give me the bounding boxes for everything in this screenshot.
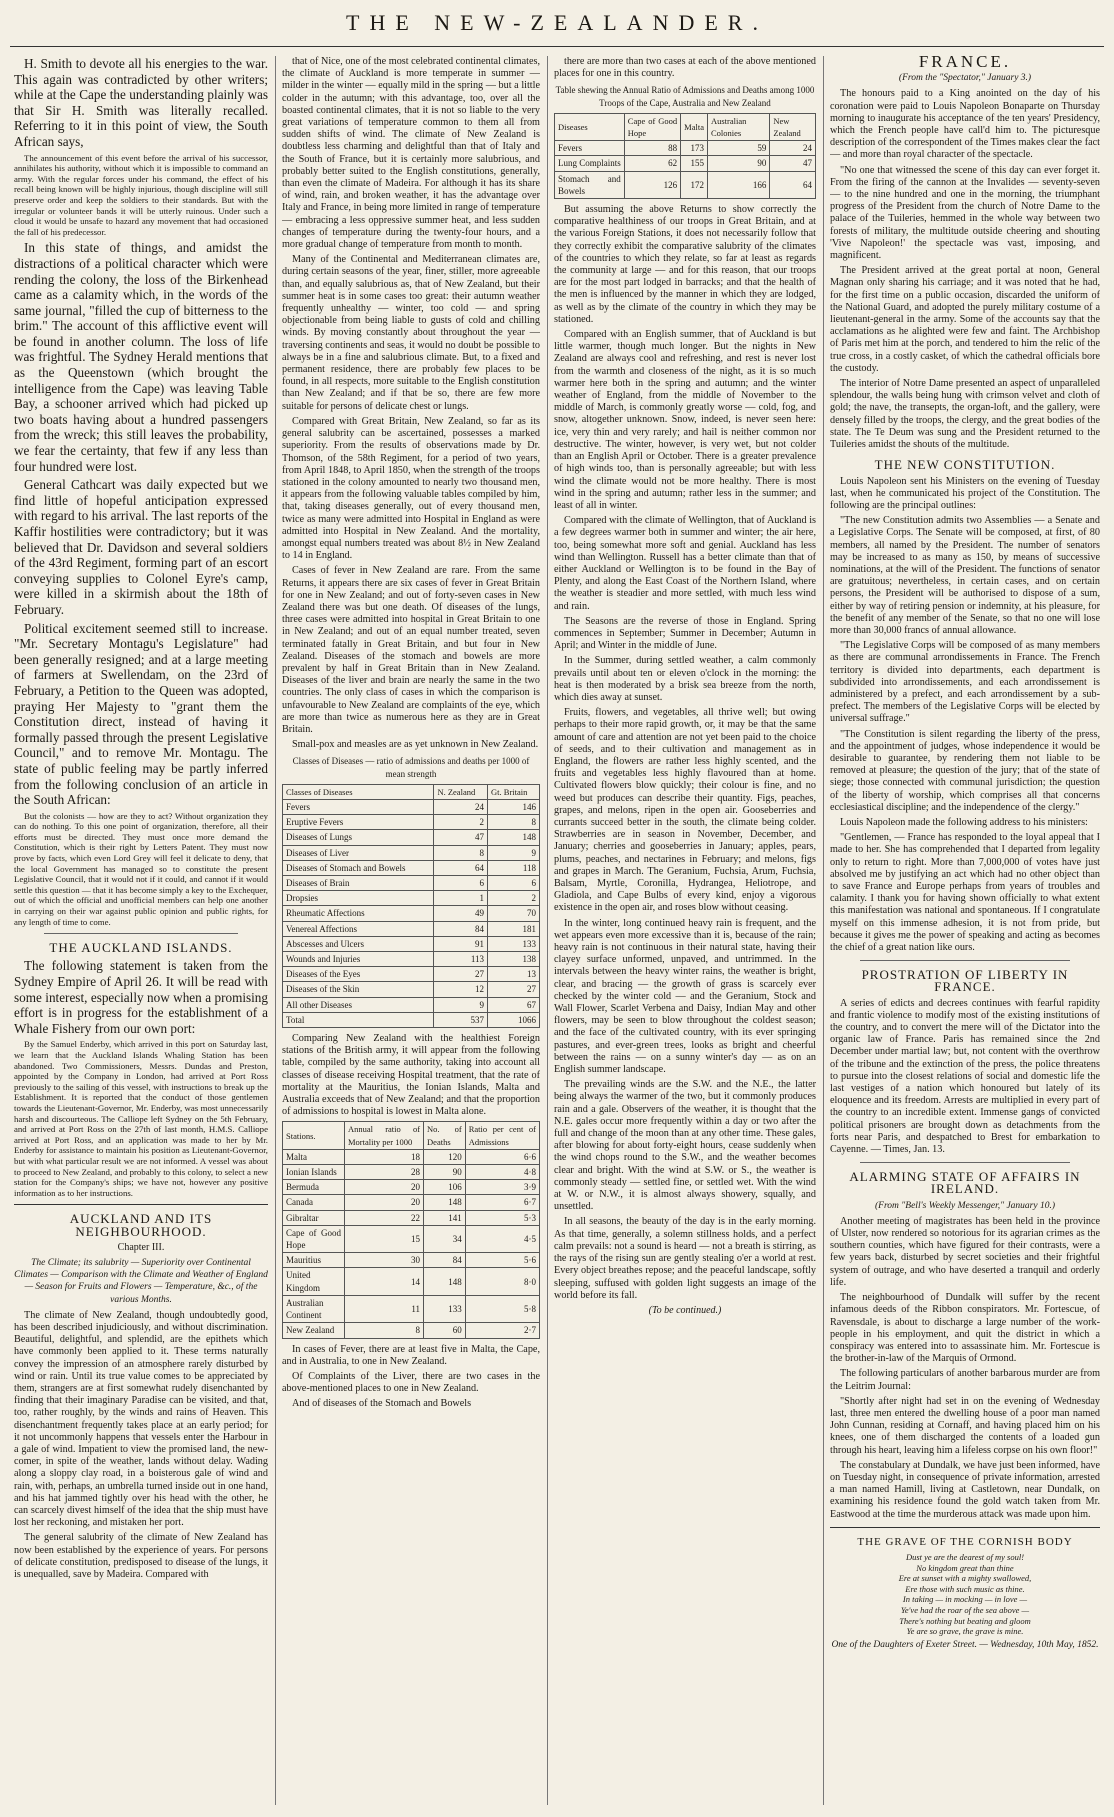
table-cell: 14: [345, 1268, 424, 1295]
table-row: [283, 891, 540, 906]
table-cell: 27: [434, 967, 488, 982]
table-row: [283, 799, 540, 814]
article-paragraph: "The Legislative Corps will be composed of as many members as there are communal arrondissements in France. The French territory is divided into departments, each department is subdivided into arrondissements, and each arrondissement is administered by a prefect, and each arrondissement by a sub-prefect. The members of the Legislative Corps will be elected by universal suffrage.": [830, 640, 1100, 725]
chapter-summary: The Climate; its salubrity — Superiority over Continental Climates — Comparison with the Climate and Weather of England — Season for Fruits and Flowers — Temperature, &c., of the various Months.: [14, 1257, 268, 1305]
article-paragraph: The President arrived at the great portal at noon, General Magnan only sharing his carriage; and it was noted that he had, for the first time on a public occasion, discarded the uniform of the National Guard, and adopted the purely military costume of a lieutenant-general in the army. Some of the accounts say that the acclamations as he alighted were few and faint. The Archbishop of Paris met him at the porch, and tendered to him the relic of the true cross, in a costly casket, of which the cathedral officials bore the custody.: [830, 265, 1100, 374]
table-header-cell: No. of Deaths: [424, 1122, 466, 1149]
table-cell: 24: [434, 799, 488, 814]
table-cell: 49: [434, 906, 488, 921]
article-paragraph: Louis Napoleon made the following address to his ministers:: [840, 816, 1088, 828]
table-cell: Malta: [283, 1149, 345, 1164]
poem-line: In taking — in mocking — in love —: [902, 1594, 1028, 1605]
source-note: (From the "Spectator," January 3.): [898, 73, 1032, 84]
table-cell: 84: [424, 1253, 466, 1268]
table-cell: 2: [488, 891, 540, 906]
table-header-row: [283, 784, 540, 799]
article-paragraph: In the winter, long continued heavy rain is frequent, and the wet appears even more excessive than it is, because of the rain; heavy rain is not continuous in their natural state, having their clayey surface unformed, unpaved, and untrimmed. In the intervals between the heavy winter rains, the weather is bright, clear, and bracing — the growth of grass is scarcely ever checked by the winter cold — and the Geranium, Stock and Wall Flower, Scarlet Verbena and Daisy, Indian May and other flowers, may be seen to blow throughout the coldest season; and the face of the cultivated country, with its ever springing pastures, and ever-green trees, looks as bright and cheerful between the rains — on a sunny winter's day — as on an English summer landscape.: [554, 917, 816, 1076]
table-cell: United Kingdom: [283, 1268, 345, 1295]
table-cell: Ionian Islands: [283, 1165, 345, 1180]
table-cell: 4·8: [465, 1165, 539, 1180]
table-cell: 138: [488, 952, 540, 967]
table-cell: 2: [434, 815, 488, 830]
table-cell: 181: [488, 921, 540, 936]
article-paragraph: The interior of Notre Dame presented an aspect of unparalleled splendour, the walls being hung with crimson velvet and cloth of gold; the nave, the transepts, the organ-loft, and the gallery, were densely filled by the troops, the clergy, and the great bodies of the state. The Te Deum was sung and the President returned to the Tuileries amidst the shouts of the multitude.: [830, 378, 1100, 451]
table-cell: 13: [488, 967, 540, 982]
table-cell: 166: [707, 171, 769, 198]
table-row: [283, 1253, 540, 1268]
table-cell: 11: [345, 1295, 424, 1322]
table-cell: 60: [424, 1323, 466, 1338]
stations-comparison-body: [555, 141, 816, 199]
article-paragraph: In all seasons, the beauty of the day is in the early morning. As that time, generally, a solemn stillness holds, and a perfect calm prevails: not a sound is heard — not a breath is stirring, as the rays of the rising sun are gently stealing o'er a world at rest. Every object breathes repose; and the peaceful landscape, softly sleeping, suffused with golden light suggests an image of the world before its fall.: [554, 1216, 816, 1301]
table-cell: 9: [488, 845, 540, 860]
article-paragraph: there are more than two cases at each of the above mentioned places for one in this country.: [554, 56, 816, 80]
quote-paragraph: By the Samuel Enderby, which arrived in this port on Saturday last, we learn that the Auckland Islands Whaling Station has been abandoned. Two Commissioners, Messrs. Dundas and Preston, appointed by the Company in London, had arrived at Port Ross previously to the sailing of this vessel, with instructions to break up the Establishment. It is reported that the conduct of those gentlemen towards the Lieutenant-Governor, Mr. Enderby, was most unnecessarily harsh and discourteous. The Calliope left Sydney on the 5th February, and arrived at Port Ross on the 27th of last month, H.M.S. Calliope arrived at Port Ross, and an application was made to her by Mr. Enderby for assistance to maintain his position as Lieutenant-Governor, but with what particular result we are not informed. A vessel was about to proceed to New Zealand, and probably to this colony, to select a new station for the Company's ships; we have not, however any positive information as to her instructions.: [14, 1039, 268, 1198]
poem-line: Ye are so grave, the grave is mine.: [906, 1626, 1024, 1637]
table-cell: 90: [424, 1165, 466, 1180]
article-paragraph: Another meeting of magistrates has been held in the province of Ulster, now rendered so notorious for its agrarian crimes as the southern counties, which have figured for their contrasts, were a few years back, disturbed by secret societies and their frightful system of outrage, and who have deserted a tranquil and orderly life.: [830, 1215, 1100, 1288]
continued-note: (To be continued.): [648, 1304, 722, 1316]
table-header-cell: Malta: [681, 113, 708, 140]
table-header-cell: Gt. Britain: [488, 784, 540, 799]
table-cell: 8: [434, 845, 488, 860]
table-cell: 18: [345, 1149, 424, 1164]
table-cell: Cape of Good Hope: [283, 1225, 345, 1252]
table-cell: 15: [345, 1225, 424, 1252]
table-cell: Canada: [283, 1195, 345, 1210]
table-cell: 30: [345, 1253, 424, 1268]
table-row: [283, 830, 540, 845]
diseases-table-body: [283, 799, 540, 1027]
table-cell: Rheumatic Affections: [283, 906, 434, 921]
article-paragraph: The Seasons are the reverse of those in England. Spring commences in September; Summer in December; Autumn in April; and Winter in the middle of June.: [554, 615, 816, 652]
diseases-table: [282, 784, 540, 1028]
article-paragraph: "Shortly after night had set in on the evening of Wednesday last, three men entered the dwelling house of a poor man named John Cunnan, residing at Cornaff, and having placed him on his knees, one of them discharged the contents of a loaded gun through his heart, leaving him a lifeless corpse on his own floor!": [830, 1395, 1100, 1456]
table-cell: 67: [488, 997, 540, 1012]
section-rule: [44, 933, 238, 934]
article-paragraph: Compared with an English summer, that of Auckland is but little warmer, though much longer. But the nights in New Zealand are always cool and refreshing, and rest is never lost from the warmth and closeness of the night, as it is so much warmer here both in the spring and autumn; and the winter weather of England, from the middle of November to the middle of March, is commonly greatly worse — cold, fog, and snow, altogether unknown. Snow, indeed, is never seen here: ice, very thin and very rarely; and hail is neither common nor destructive. The winter, however, is very wet, but not colder than an English April or October. There is a greater prevalence of high winds too, than is personally agreeable; but with less wind the climate would not be more healthy. There is most wind in the spring and autumn; rather less in the summer; and least of all in winter.: [554, 329, 816, 511]
table-cell: 173: [681, 141, 708, 156]
article-paragraph: H. Smith to devote all his energies to the war. This again was contradicted by other writers; while at the Cape the understanding plainly was that Sir H. Smith was literally recalled. Referring to it in this point of view, the South African says,: [14, 56, 268, 149]
table-cell: All other Diseases: [283, 997, 434, 1012]
column-divider: [823, 56, 824, 1805]
table-cell: 8·0: [465, 1268, 539, 1295]
table-cell: 59: [707, 141, 769, 156]
article-paragraph: The climate of New Zealand, though undoubtedly good, has been described injudiciously, and without discrimination. Beautiful, delightful, and splendid, are the epithets which have commonly been applied to it. These terms naturally convey the impression of an atmosphere rarely disturbed by wind or rain. Until its true value comes to be appreciated by them, strangers are at first somewhat rudely disenchanted by finding that their imaginary Paradise can be visited, and that, too, rather roughly, by the winds and rains of Heaven. This disenchantment frequently takes place at an early period; for it not uncommonly happens that vessels enter the Harbour in a gale of wind. Impatient to view the promised land, the new-comer, in spite of the weather, lands without delay. Wading along a sloppy clay road, in a boisterous gale of wind and rain, with, perhaps, an umbrella turned inside out in one hand, and his hat jammed tightly over his head with the other, he can scarcely divest himself of the idea that the ship must have lost her reckoning, and mistaken her port.: [14, 1309, 268, 1529]
table-cell: 70: [488, 906, 540, 921]
table-cell: Fevers: [555, 141, 625, 156]
table-cell: Abscesses and Ulcers: [283, 936, 434, 951]
table-row: [555, 156, 816, 171]
table-cell: 91: [434, 936, 488, 951]
table-cell: Diseases of Lungs: [283, 830, 434, 845]
table-cell: Mauritius: [283, 1253, 345, 1268]
table-header-row: [283, 1122, 540, 1149]
table-cell: 5·6: [465, 1253, 539, 1268]
table-row: [283, 1268, 540, 1295]
table-caption: Table shewing the Annual Ratio of Admissions and Deaths among 1000 Troops of the Cape, Australia and New Zealand: [555, 85, 815, 108]
table-cell: 47: [434, 830, 488, 845]
article-paragraph: Comparing New Zealand with the healthiest Foreign stations of the British army, it will appear from the following table, compiled by the same authority, taking into account all classes of disease receiving Hospital treatment, that the rate of mortality at the Mauritius, the Ionian Islands, Malta and Australia exceeds that of New Zealand; and that the proportion of admissions to hospital is lowest in Malta alone.: [282, 1033, 540, 1118]
table-cell: 64: [434, 860, 488, 875]
table-row: [555, 171, 816, 198]
article-paragraph: In cases of Fever, there are at least five in Malta, the Cape, and in Australia, to one in New Zealand.: [282, 1343, 540, 1367]
table-cell: 34: [424, 1225, 466, 1252]
article-paragraph: General Cathcart was daily expected but we find little of hopeful anticipation expressed with regard to his arrival. The last reports of the Kaffir hostilities were contradictory; but it was believed that Dr. Davidson and several soldiers of the 43rd Regiment, forming part of an escort conveying supplies to Colonel Eyre's camp, were killed in a skirmish about the 18th of February.: [14, 477, 268, 617]
table-cell: 148: [424, 1195, 466, 1210]
article-paragraph: The prevailing winds are the S.W. and the N.E., the latter being always the warmer of the two, but it commonly produces rain and a gale. Observers of the weather, it is thought that the N.E. gales occur more frequently within a day or two after the full and change of the moon than at any other time. These gales, after blowing for about forty-eight hours, cease suddenly when the wind chops round to the S.W., and the weather becomes clear and bright. With the wind at S.W. or S., the weather is commonly steady — settled fine, or settled wet. With the wind at W. or N.W., it is almost always showery, squally, and unsettled.: [554, 1079, 816, 1213]
table-cell: 148: [488, 830, 540, 845]
table-cell: 3·9: [465, 1180, 539, 1195]
table-header-cell: Ratio per cent of Admissions: [465, 1122, 539, 1149]
table-cell: 64: [770, 171, 816, 198]
article-paragraph: The constabulary at Dundalk, we have just been informed, have on Tuesday night, in consequence of private information, arrested a man named Hamill, living at Castletown, near Dundalk, on examining his residence found the gold watch taken from Mr. Eastwood at the time the murderous attack was made upon him.: [830, 1459, 1100, 1520]
table-cell: Gibraltar: [283, 1210, 345, 1225]
section-rule: [860, 960, 1070, 961]
table-cell: 1066: [488, 1012, 540, 1027]
table-header-cell: New Zealand: [770, 113, 816, 140]
table-cell: 1: [434, 891, 488, 906]
table-cell: 133: [488, 936, 540, 951]
table-cell: 90: [707, 156, 769, 171]
table-cell: 106: [424, 1180, 466, 1195]
poem-line: Ere at sunset with a mighty swallowed,: [898, 1573, 1032, 1584]
article-paragraph: Small-pox and measles are as yet unknown in New Zealand.: [292, 739, 539, 751]
table-cell: Diseases of Brain: [283, 876, 434, 891]
section-rule: [860, 1162, 1070, 1163]
article-paragraph: Fruits, flowers, and vegetables, all thrive well; but owing perhaps to their more rapid growth, or, it may be that the same amount of care and attention are not yet been paid to the choice of seeds, and to their cultivation and management as in England, the flowers are rather less highly scented, and the fruits and vegetables less highly flavoured than at home. Cultivated flowers blow quickly; their colour is fine, and no weed but produces can describe their quantity. Figs, peaches, grapes, and melons, ripen in the open air. Gooseberries and currants succeed better in the south, the climate being colder. Strawberries are in season in November, December, and January; cherries and gooseberries in January; apples, pears, plums, peaches, and nectarines in February; and melons, figs and grapes in March. The Geranium, Fuchsia, Arum, Fuchsia, Balsam, Myrtle, Coronilla, Hydrangea, Heliotrope, and Gladiola, and Cape Bulbs of every kind, enjoy a vigorous existence in the open air, and roses blow without ceasing.: [554, 707, 816, 914]
article-paragraph: Compared with Great Britain, New Zealand, so far as its general salubrity can be ascertained, possesses a marked superiority. From the results of observations made by Dr. Thomson, of the 58th Regiment, for a period of two years, from April 1848, to April 1850, when the strength of the troops stationed in the colony amounted to nearly two thousand men, it appears from the following valuable tables compiled by him, that, taking diseases generally, out of every thousand men, twice as many were admitted into Hospital in England as were admitted into Hospital in New Zealand. And the mortality, amongst equal numbers treated was about 8½ in New Zealand to 14 in England.: [282, 415, 540, 562]
stations-table-body: [283, 1149, 540, 1338]
section-rule: [14, 1204, 268, 1205]
table-cell: Fevers: [283, 799, 434, 814]
table-cell: Diseases of the Eyes: [283, 967, 434, 982]
table-row: [283, 1295, 540, 1322]
stations-table: [282, 1121, 540, 1338]
poem-credit: One of the Daughters of Exeter Street. — Wednesday, 10th May, 1852.: [831, 1639, 1099, 1650]
table-row: [283, 845, 540, 860]
table-cell: 84: [434, 921, 488, 936]
table-cell: Total: [283, 1012, 434, 1027]
table-row: [283, 997, 540, 1012]
article-paragraph: The neighbourhood of Dundalk will suffer by the recent infamous deeds of the Ribbon conspirators. Mr. Fortescue, of Ravensdale, is about to discharge a large number of the work-people in his employment, and quit the district in which a conspiracy was entered into to assassinate him. Mr. Fortescue is the brother-in-law of the Marquis of Ormond.: [830, 1292, 1100, 1365]
table-cell: 537: [434, 1012, 488, 1027]
article-paragraph: that of Nice, one of the most celebrated continental climates, the climate of Auckland is more temperate in summer — milder in the winter — equally mild in the spring — but a little colder in the autumn; with this advantage, too, over all the boasted continental climates, that it is not so liable to the very great variations of temperature common to them all from sudden shifts of wind. The climate of New Zealand is doubtless less charming and delightful than that of Italy and the South of France, but it is certainly more salubrious, and probably better suited to the English constitutions, generally, than even the climate of Madeira. For although it has its share of wind, rain, and broken weather, it has the advantage over Italy and France, in being more limited in range of temperature — embracing a less oppressive summer heat, and less sudden changes of temperature during the twenty-four hours, and a more gradual change of temperature from month to month.: [282, 56, 540, 251]
table-header-cell: Classes of Diseases: [283, 784, 434, 799]
masthead-rule: [10, 46, 1104, 47]
table-row: [283, 1323, 540, 1338]
table-header-cell: Annual ratio of Mortality per 1000: [345, 1122, 424, 1149]
article-paragraph: The general salubrity of the climate of New Zealand has now been established by the experience of years. For persons of delicate constitution, predisposed to disease of the lungs, it is unequalled, save by Madeira. Compared with: [14, 1532, 268, 1580]
table-cell: Stomach and Bowels: [555, 171, 625, 198]
table-row: [283, 906, 540, 921]
table-cell: Diseases of Liver: [283, 845, 434, 860]
table-header-cell: Stations.: [283, 1122, 345, 1149]
section-heading-ireland: ALARMING STATE OF AFFAIRS IN IRELAND.: [849, 1169, 1081, 1197]
table-cell: Lung Complaints: [555, 156, 625, 171]
table-cell: 9: [434, 997, 488, 1012]
table-row: [283, 860, 540, 875]
table-cell: 4·5: [465, 1225, 539, 1252]
table-cell: 22: [345, 1210, 424, 1225]
table-cell: 27: [488, 982, 540, 997]
table-row: [283, 1165, 540, 1180]
article-paragraph: Louis Napoleon sent his Ministers on the evening of Tuesday last, when he communicated his project of the Constitution. The following are the principal outlines:: [830, 475, 1100, 511]
article-paragraph: Many of the Continental and Mediterranean climates are, during certain seasons of the year, finer, stiller, more agreeable than, and equally salubrious as, that of New Zealand, but their summer heat is in some cases too great: their autumn weather frequently unhealthy — winter, too cold — and spring objectionable from being liable to gusts of cold and chilling winds. By moving constantly about throughout the year — traversing continents and seas, it would no doubt be possible to always be in a fine and salubrious climate. But, to a fixed and permanent residence, there are probably few places to be found, in all respects, more suitable to the English constitution than New Zealand; and if that be so, there are few more suitable for persons of delicate chest or lungs.: [282, 254, 540, 412]
table-row: [283, 967, 540, 982]
table-row: [283, 876, 540, 891]
table-cell: 20: [345, 1195, 424, 1210]
table-cell: 126: [624, 171, 680, 198]
article-paragraph: Political excitement seemed still to increase. "Mr. Secretary Montagu's Legislature" had been generally resigned; and at a large meeting of farmers at Swellendam, on the 23rd of February, a Petition to the Queen was adopted, praying Her Majesty to "grant them the Constitution direct, instead of having it formally passed through the present Legislative Council," and to remove Mr. Montagu. The state of public feeling may be partly inferred from the following conclusion of an article in the South African:: [14, 620, 268, 808]
column-2: [282, 56, 540, 1805]
table-cell: Diseases of the Skin: [283, 982, 434, 997]
table-row: [283, 1012, 540, 1027]
quote-paragraph: The announcement of this event before the arrival of his successor, annihilates his authority, without which it is impossible to command an army. With the regular forces under his command, the effect of his recall being known will be highly injurious, though discipline will still preserve order and keep the soldiers to their standards. But with the irregular or volunteer bands it will be utterly ruinous. Under such a cloud it would be unsafe to hazard any movement that had occasioned the fall of his predecessor.: [14, 152, 268, 237]
table-cell: 88: [624, 141, 680, 156]
table-cell: 5·8: [465, 1295, 539, 1322]
table-cell: 6·7: [465, 1195, 539, 1210]
table-cell: Venereal Affections: [283, 921, 434, 936]
table-cell: 6·6: [465, 1149, 539, 1164]
section-heading-auckland-islands: THE AUCKLAND ISLANDS.: [49, 940, 233, 956]
table-cell: 5·3: [465, 1210, 539, 1225]
article-paragraph: In this state of things, and amidst the distractions of a political character which were rending the colony, the loss of the Birkenhead came as a calamity which, in the words of the same journal, "filled the cup of bitterness to the brim." The account of this afflictive event will be found in another column. The loss of life was frightful. The Sydney Herald mentions that as the Queenstown (which brought the intelligence from the Cape) was leaving Table Bay, a schooner arrived which had picked up two boats having about a hundred passengers from the wreck; this still leaves the probability, we fear the certainty, that few if any less than four hundred were lost.: [14, 240, 268, 474]
table-row: [283, 1195, 540, 1210]
table-cell: 28: [345, 1165, 424, 1180]
table-cell: Eruptive Fevers: [283, 815, 434, 830]
table-row: [283, 952, 540, 967]
table-row: [283, 1149, 540, 1164]
table-row: [283, 936, 540, 951]
article-paragraph: Of Complaints of the Liver, there are two cases in the above-mentioned places to one in New Zealand.: [282, 1370, 540, 1395]
table-header-row: [555, 113, 816, 140]
article-paragraph: A series of edicts and decrees continues with fearful rapidity and frantic violence to modify most of the existing institutions of the country, and to convert the mere will of the Dictator into the organic law of France. Paris has remained since the 2nd December under martial law; but, not content with the overthrow of the tribune and the extinction of the press, the police threatens to pursue into the closest relations of social and domestic life the last vestiges of a nation which honoured but lately of its eloquence and its freedom. Arrests are multiplied in every part of the country to an incredible extent. Immense gangs of convicted political prisoners are brought down as detachments from the forts near Paris, and despatched to Brest for embarkation to Cayenne. — Times, Jan. 13.: [830, 997, 1100, 1156]
masthead: THE NEW-ZEALANDER.: [346, 10, 768, 35]
table-header-cell: Cape of Good Hope: [624, 113, 680, 140]
source-note: (From "Bell's Weekly Messenger," January 10.): [875, 1200, 1055, 1211]
table-cell: 47: [770, 156, 816, 171]
table-cell: 172: [681, 171, 708, 198]
section-heading-auckland-neighbourhood: AUCKLAND AND ITS NEIGHBOURHOOD.: [69, 1211, 213, 1239]
table-row: [283, 982, 540, 997]
table-row: [283, 1210, 540, 1225]
table-row: [283, 921, 540, 936]
table-cell: 113: [434, 952, 488, 967]
table-cell: 62: [624, 156, 680, 171]
table-cell: 146: [488, 799, 540, 814]
article-paragraph: In the Summer, during settled weather, a calm commonly prevails until about ten or eleven o'clock in the morning: the heat is then moderated by a brisk sea breeze from the north, which dies away at sunset.: [554, 655, 816, 703]
poem-line: Dust ye are the dearest of my soul!: [905, 1551, 1025, 1562]
article-paragraph: "The new Constitution admits two Assemblies — a Senate and a Legislative Corps. The Senate will be composed, at first, of 80 members, all named by the President. The number of senators may be increased to as many as 150, by means of successive nominations, at the will of the President. The functions of senator are gratuitous; nevertheless, in certain cases, and on certain persons, the President will be authorised to dispose of a sum, either by way of retiring pension or indemnity, at his pleasure, for the benefit of any member of the Senate, so that no one will lose more than 30,000 francs of annual allowance.: [830, 515, 1100, 636]
poem-line: Ye've had the roar of the sea above —: [900, 1604, 1030, 1615]
table-cell: 133: [424, 1295, 466, 1322]
table-cell: Bermuda: [283, 1180, 345, 1195]
table-row: [555, 141, 816, 156]
section-heading-grave: THE GRAVE OF THE CORNISH BODY: [857, 1535, 1073, 1548]
table-cell: Wounds and Injuries: [283, 952, 434, 967]
column-divider: [547, 56, 548, 1805]
table-cell: Australian Continent: [283, 1295, 345, 1322]
table-cell: 12: [434, 982, 488, 997]
table-cell: 24: [770, 141, 816, 156]
article-paragraph: Compared with the climate of Wellington, that of Auckland is a few degrees warmer both in summer and winter; the air here, too, being somewhat more soft and genial. Auckland has less wind than Wellington. Russell has a better climate than that of either Auckland or Wellington is to be found in the Bay of Plenty, and along the East Coast of the Northern Island, where the weather is steadier and more settled, with much less wind and rain.: [554, 515, 816, 612]
table-cell: 148: [424, 1268, 466, 1295]
table-cell: 118: [488, 860, 540, 875]
table-cell: 20: [345, 1180, 424, 1195]
table-header-cell: N. Zealand: [434, 784, 488, 799]
article-paragraph: "No one that witnessed the scene of this day can ever forget it. From the firing of the cannon at the Invalides — seventy-seven — to the nine hundred and one in the morning, the triumphant progress of the President from the church of Notre Dame to the palace of the Tuileries, hemmed in the whole way between two forests of military, the multitude outside cheering and shouting 'Vive Napoleon!' the spectacle was vast, imposing, and magnificent.: [830, 164, 1100, 262]
column-4: [830, 56, 1100, 1805]
table-cell: 155: [681, 156, 708, 171]
stations-comparison-table: [554, 113, 816, 199]
table-cell: 6: [434, 876, 488, 891]
table-cell: New Zealand: [283, 1323, 345, 1338]
section-heading-france: FRANCE.: [918, 56, 1012, 71]
section-rule: [830, 1527, 1100, 1528]
table-row: [283, 815, 540, 830]
table-cell: 2·7: [465, 1323, 539, 1338]
table-cell: 120: [424, 1149, 466, 1164]
table-cell: Diseases of Stomach and Bowels: [283, 860, 434, 875]
column-divider: [275, 56, 276, 1805]
article-paragraph: "Gentlemen, — France has responded to the loyal appeal that I made to her. She has comprehended that I departed from legality only to return to right. More than 7,000,000 of votes have just absolved me by justifying an act which had no other object than to save France and Europe perhaps from years of troubles and calamity. I thank you for having shown officially to what extent this manifestation was national and spontaneous. If I congratulate myself on this immense adhesion, it is not from pride, but because it gives me the power of speaking and acting as becomes the chief of a great nation like ours.: [830, 832, 1100, 954]
article-paragraph: The following particulars of another barbarous murder are from the Leitrim Journal:: [830, 1368, 1100, 1392]
chapter-label: Chapter III.: [117, 1241, 165, 1253]
table-cell: 8: [345, 1323, 424, 1338]
table-caption: Classes of Diseases — ratio of admissions and deaths per 1000 of mean strength: [292, 756, 530, 779]
column-1: [14, 56, 268, 1805]
article-paragraph: The following statement is taken from the Sydney Empire of April 26. It will be read with some interest, especially now when a promising effort is in progress for the establishment of a Whale Fishery from our own port:: [14, 958, 268, 1036]
poem-line: No kingdom great than thine: [916, 1562, 1014, 1573]
column-3: [554, 56, 816, 1805]
article-paragraph: "The Constitution is silent regarding the liberty of the press, and the appointment of judges, whose independence it would be desirable to guarantee, by rendering them not liable to be removed at pleasure; the question of the jury; that of the state of siege; those connected with communal jurisdiction; the question of the liberty of worship, which comprises all that concerns ecclesiastical discipline; and the independence of the clergy.": [830, 728, 1100, 813]
table-cell: 6: [488, 876, 540, 891]
article-paragraph: But assuming the above Returns to show correctly the comparative healthiness of our troops in Great Britain, and at the various Foreign Stations, it does not necessarily follow that they correctly exhibit the comparative salubrity of the climates of the countries to which they relate, so far at least as regards the community at large — and for this reason, that our troops are for the most part lodged in barracks; and that the health of the men is influenced by the manner in which they are lodged, as well as by the climate of the country in which they may be stationed.: [554, 204, 816, 325]
table-row: [283, 1225, 540, 1252]
section-heading-prostration: PROSTRATION OF LIBERTY IN FRANCE.: [861, 967, 1069, 995]
table-cell: 141: [424, 1210, 466, 1225]
table-cell: Dropsies: [283, 891, 434, 906]
table-cell: 8: [488, 815, 540, 830]
section-heading-constitution: THE NEW CONSTITUTION.: [874, 457, 1056, 473]
poem-line: Ere those with such music as thine.: [905, 1583, 1025, 1594]
article-paragraph: And of diseases of the Stomach and Bowels: [292, 1398, 472, 1410]
article-paragraph: The honours paid to a King anointed on the day of his coronation were paid to Louis Napoleon Bonaparte on Thursday morning to inaugurate his acceptance of the ten years' Presidency, which the French people have call'd him to. The picturesque description of the correspondent of the Times makes clear the fact — and more than royal character of the spectacle.: [830, 88, 1100, 161]
table-header-cell: Diseases: [555, 113, 625, 140]
article-paragraph: Cases of fever in New Zealand are rare. From the same Returns, it appears there are six cases of fever in Great Britain for one in New Zealand; and out of forty-seven cases in New Zealand there was but one death. Of diseases of the lungs, three cases were admitted into hospital in Great Britain to one in New Zealand; and out of an equal number treated, seven terminated fatally in Great Britain, and but four in New Zealand. Diseases of the stomach and bowels are more prevalent by half in Great Britain than in New Zealand. Diseases of the liver and brain are nearly the same in the two countries. The only class of cases in which the comparison is unfavourable to New Zealand are complaints of the eye, which are more than twice as numerous here as they are in Great Britain.: [282, 565, 540, 735]
table-header-cell: Australian Colonies: [707, 113, 769, 140]
quote-paragraph: But the colonists — how are they to act? Without organization they can do nothing. To this one point of organization, therefore, all their efforts must be directed. They must once more demand the Constitution, which is their right by Letters Patent. They must now prove by facts, which even Lord Grey will feel it delicate to deny, that the local Government has managed so to constitute the present Legislative Council, that it would not if it could, and cannot if it would settle this question — that it has become simply a key to the Exchequer, out of which the official and unofficial members can help one another in carrying on their war against public opinion and public rights, for any length of time to come.: [14, 810, 268, 927]
poem-line: There's nothing but beating and gloom: [899, 1615, 1031, 1626]
table-row: [283, 1180, 540, 1195]
